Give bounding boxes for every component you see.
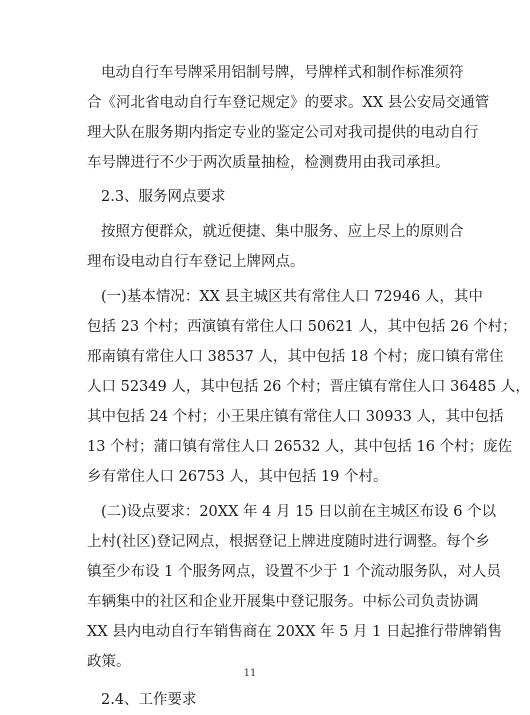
text-line: 人口 52349 人，其中包括 26 个村；晋庄镇有常住人口 36485 人， (87, 379, 530, 395)
text-line: 邢南镇有常住人口 38537 人，其中包括 18 个村；庞口镇有常住 (87, 349, 504, 365)
page-number: 11 (243, 668, 257, 679)
text-line: 理布设电动自行车登记上牌网点。 (87, 254, 305, 270)
section-heading-2-3: 2.3、服务网点要求 (101, 189, 226, 205)
text-line: 电动自行车号牌采用铝制号牌，号牌样式和制作标准须符 (101, 65, 464, 81)
text-line: 其中包括 24 个村；小王果庄镇有常住人口 30933 人，其中包括 (87, 409, 504, 425)
text-line: 理大队在服务期内指定专业的鉴定公司对我司提供的电动自行 (87, 125, 479, 141)
text-line: 车号牌进行不少于两次质量抽检，检测费用由我司承担。 (87, 155, 450, 171)
text-line: 乡有常住人口 26753 人，其中包括 19 个村。 (87, 469, 388, 485)
text-line: 13 个村；蒲口镇有常住人口 26532 人，其中包括 16 个村；庞佐 (87, 439, 513, 455)
body-text (87, 58, 530, 715)
text-line: 政策。 (87, 654, 131, 670)
text-line: 按照方便群众，就近便捷、集中服务、应上尽上的原则合 (101, 224, 464, 240)
text-line: 车辆集中的社区和企业开展集中登记服务。中标公司负责协调 (87, 594, 479, 610)
text-line: (一)基本情况：XX 县主城区共有常住人口 72946 人，其中 (101, 289, 483, 305)
paragraph-site-requirements (87, 497, 502, 677)
text-line: 上村(社区)登记网点，根据登记上牌进度随时进行调整。每个乡 (87, 534, 490, 550)
text-line: 镇至少布设 1 个服务网点，设置不少于 1 个流动服务队，对人员 (87, 564, 501, 580)
text-line: 合《河北省电动自行车登记规定》的要求。XX 县公安局交通管 (87, 95, 490, 111)
section-heading-2-4: 2.4、工作要求 (101, 692, 197, 708)
text-line: 包括 23 个村；西演镇有常住人口 50621 人，其中包括 26 个村； (87, 319, 517, 335)
text-line: XX 县内电动自行车销售商在 20XX 年 5 月 1 日起推行带牌销售 (87, 624, 502, 640)
text-line: (二)设点要求：20XX 年 4 月 15 日以前在主城区布设 6 个以 (101, 504, 497, 520)
paragraph-license-plate-spec (87, 58, 490, 178)
paragraph-basic-situation (87, 282, 530, 492)
paragraph-service-principle (87, 217, 464, 277)
